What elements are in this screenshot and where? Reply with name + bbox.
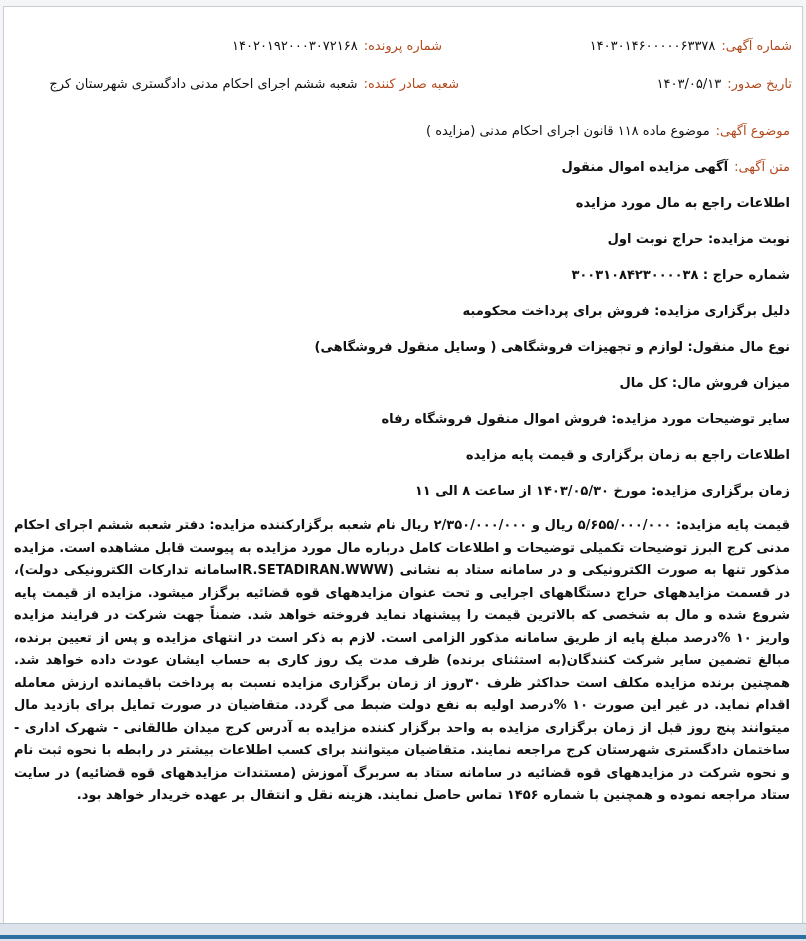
issue-date-value: ۱۴۰۳/۰۵/۱۳ <box>656 77 722 92</box>
issue-date-row <box>657 73 792 97</box>
notice-number-row <box>590 35 792 59</box>
auction-datetime: زمان برگزاری مزایده: مورخ ۱۴۰۳/۰۵/۳۰ از ساعت ۸ الی ۱۱ <box>414 484 790 499</box>
case-number-value: ۱۴۰۲۰۱۹۲۰۰۰۳۰۷۲۱۶۸ <box>232 39 358 54</box>
notice-body <box>14 121 790 808</box>
notice-text-label: متن آگهی: <box>734 160 790 175</box>
notice-text-value: آگهی مزایده اموال منقول <box>561 160 729 175</box>
time-heading: اطلاعات راجع به زمان برگزاری و قیمت پایه مزایده <box>465 448 790 463</box>
bottom-accent-line <box>0 935 806 939</box>
case-number-row <box>232 35 442 59</box>
case-number-label: شماره پرونده: <box>363 39 442 54</box>
other-description: سایر توضیحات مورد مزایده: فروش اموال منقول فروشگاه رفاه <box>381 412 790 427</box>
subject-row <box>14 121 790 143</box>
website-address: IR.SETADIRAN.WWW <box>237 563 389 578</box>
issuer-row <box>49 73 459 97</box>
issue-date-label: تاریخ صدور: <box>727 77 792 92</box>
subject-label: موضوع آگهی: <box>715 124 790 139</box>
notice-text-row <box>14 157 790 179</box>
property-type: نوع مال منقول: لوازم و تجهیزات فروشگاهی ( وسایل منقول فروشگاهی) <box>314 340 790 355</box>
paragraph-part-1: قیمت پایه مزایده: ۵/۶۵۵/۰۰۰/۰۰۰ ریال و ۲/۳۵۰/۰۰۰/۰۰۰ ریال نام شعبه برگزارکننده مزایده: دفتر شعبه ششم اجرای احکام مدنی کرج البرز توضیحات تکمیلی توضیحات و اطلاعات کامل درباره مال مورد مزایده به پیوست قابل مشاهده است. مزایده مذکور تنها به صورت الکترونیکی و در سامانه ستاد به نشانی ( <box>14 518 790 578</box>
auction-number: شماره حراج : ۳۰۰۳۱۰۸۴۲۳۰۰۰۰۳۸ <box>571 268 790 283</box>
subject-value: موضوع ماده ۱۱۸ قانون اجرای احکام مدنی (مزایده ) <box>426 124 710 139</box>
auction-reason: دلیل برگزاری مزایده: فروش برای پرداخت محکومبه <box>462 304 790 319</box>
notice-number-value: ۱۴۰۳۰۱۴۶۰۰۰۰۰۶۳۳۷۸ <box>589 39 716 54</box>
info-heading: اطلاعات راجع به مال مورد مزایده <box>575 196 790 211</box>
issuer-value: شعبه ششم اجرای احکام مدنی دادگستری شهرستان کرج <box>49 77 358 92</box>
notice-panel <box>3 6 803 924</box>
notice-paragraph <box>14 515 790 808</box>
sale-amount: میزان فروش مال: کل مال <box>619 376 790 391</box>
paragraph-part-2: سامانه تدارکات الکترونیکی دولت)، در قسمت مزایدههای حراج دستگاههای اجرایی و تحت عنوان مزایدههای قوه قضائیه برگزار میشود. مزایده از قیمت پایه شروع شده و مال به شخصی که بالاترین قیمت را پیشنهاد نماید فروخته خواهد شد. ضمناً جهت شرکت در فرایند مزایده واریز ۱۰ %درصد مبلغ پایه از طریق سامانه مذکور الزامی است. لازم به ذکر است در انتهای مزایده و پس از تعیین برنده، مبالغ تضمین سایر شرکت کنندگان(به استثنای برنده) ظرف مدت یک روز کاری به حساب ایشان عودت داده خواهد شد. همچنین برنده مزایده مکلف است حداکثر ظرف ۳۰روز از زمان برگزاری مزایده نسبت به پرداخت باقیمانده ارزش معامله اقدام نماید. در غیر این صورت ۱۰ %درصد اولیه به نفع دولت ضبط می گردد. متقاضیان در صورت تمایل برای بازدید مال میتوانند پنج روز قبل از زمان برگزاری مزایده به واحد برگزار کننده مزایده به آدرس کرج میدان طالقانی - شهرک اداری - ساختمان دادگستری شهرستان کرج مراجعه نمایند. متقاضیان میتوانند برای کسب اطلاعات بیشتر در رابطه با نحوه ثبت نام و نحوه شرکت در مزایدههای قوه قضائیه در سامانه ستاد به سربرگ آموزش (مستندات مزایدههای قوه قضائیه) در سایت ستاد مراجعه نموده و همچنین با شماره ۱۴۵۶ تماس حاصل نمایند. هزینه نقل و انتقال بر عهده خریدار خواهد بود. <box>14 563 790 803</box>
notice-number-label: شماره آگهی: <box>721 39 792 54</box>
issuer-label: شعبه صادر کننده: <box>363 77 459 92</box>
auction-round: نوبت مزایده: حراج نوبت اول <box>607 232 790 247</box>
